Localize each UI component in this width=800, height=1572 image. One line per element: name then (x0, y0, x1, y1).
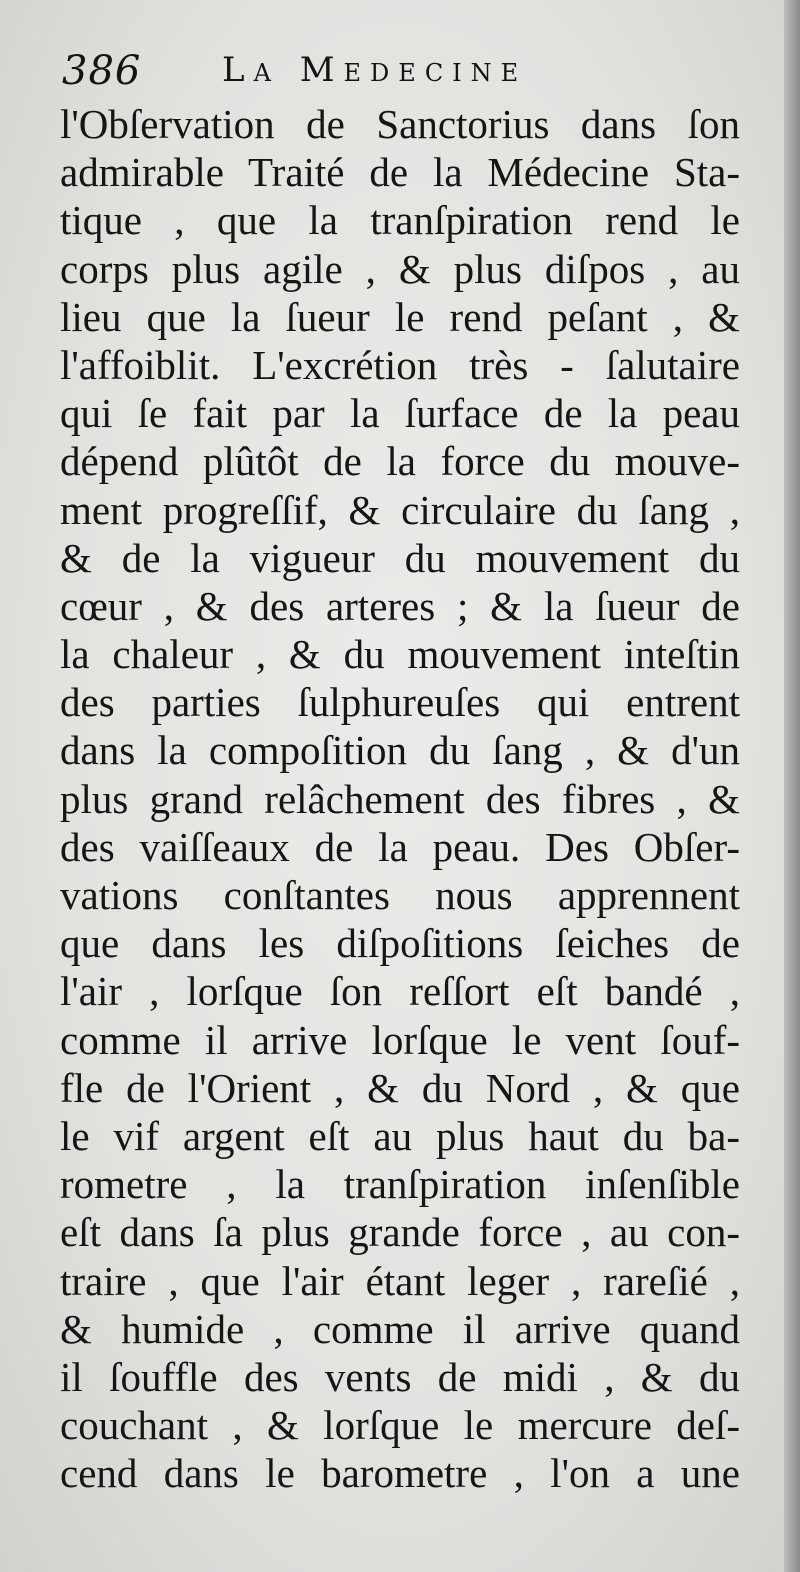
page-edge-shadow (784, 0, 800, 1572)
text-line: l'affoiblit. L'excrétion très - ſalutaire (60, 341, 740, 388)
page-number: 386 (62, 48, 142, 94)
text-line: corps plus agile , & plus diſpos , au (60, 245, 740, 292)
text-line: lieu que la ſueur le rend peſant , & (60, 293, 740, 340)
running-head: La Medecine (222, 50, 528, 90)
text-line: la chaleur , & du mouvement inteſtin (60, 631, 740, 678)
body-text (60, 100, 740, 1497)
text-line: & de la vigueur du mouvement du (60, 534, 740, 581)
text-line: que dans les diſpoſitions ſeiches de (60, 920, 740, 967)
text-line: qui ſe fait par la ſurface de la peau (60, 390, 740, 437)
text-line: le vif argent eſt au plus haut du ba- (60, 1112, 740, 1159)
text-line: cœur , & des arteres ; & la ſueur de (60, 582, 740, 629)
text-line: admirable Traité de la Médecine Sta- (60, 149, 740, 196)
text-line: dépend plûtôt de la force du mouve- (60, 438, 740, 485)
text-line: des vaiſſeaux de la peau. Des Obſer- (60, 823, 740, 870)
text-line: dans la compoſition du ſang , & d'un (60, 727, 740, 774)
text-line: rometre , la tranſpiration inſenſible (60, 1161, 740, 1208)
text-line: l'Obſervation de Sanctorius dans ſon (60, 101, 740, 147)
text-line: eſt dans ſa plus grande force , au con- (60, 1209, 740, 1256)
page-header (62, 44, 762, 100)
text-line: couchant , & lorſque le mercure deſ- (60, 1402, 740, 1449)
text-line: comme il arrive lorſque le vent ſouf- (60, 1016, 740, 1063)
text-line: plus grand relâchement des fibres , & (60, 775, 740, 822)
text-line: tique , que la tranſpiration rend le (60, 197, 740, 244)
text-line: & humide , comme il arrive quand (60, 1305, 740, 1352)
text-line: vations conſtantes nous apprennent (60, 872, 740, 918)
text-line: fle de l'Orient , & du Nord , & que (60, 1064, 740, 1111)
text-line: traire , que l'air étant leger , rareſié , (60, 1257, 740, 1304)
text-line: des parties ſulphureuſes qui entrent (60, 679, 740, 726)
text-line: cend dans le barometre , l'on a une (60, 1450, 740, 1497)
text-line: l'air , lorſque ſon reſſort eſt bandé , (60, 968, 740, 1015)
text-line: il ſouffle des vents de midi , & du (60, 1353, 740, 1400)
text-line: ment progreſſif, & circulaire du ſang , (60, 486, 740, 533)
